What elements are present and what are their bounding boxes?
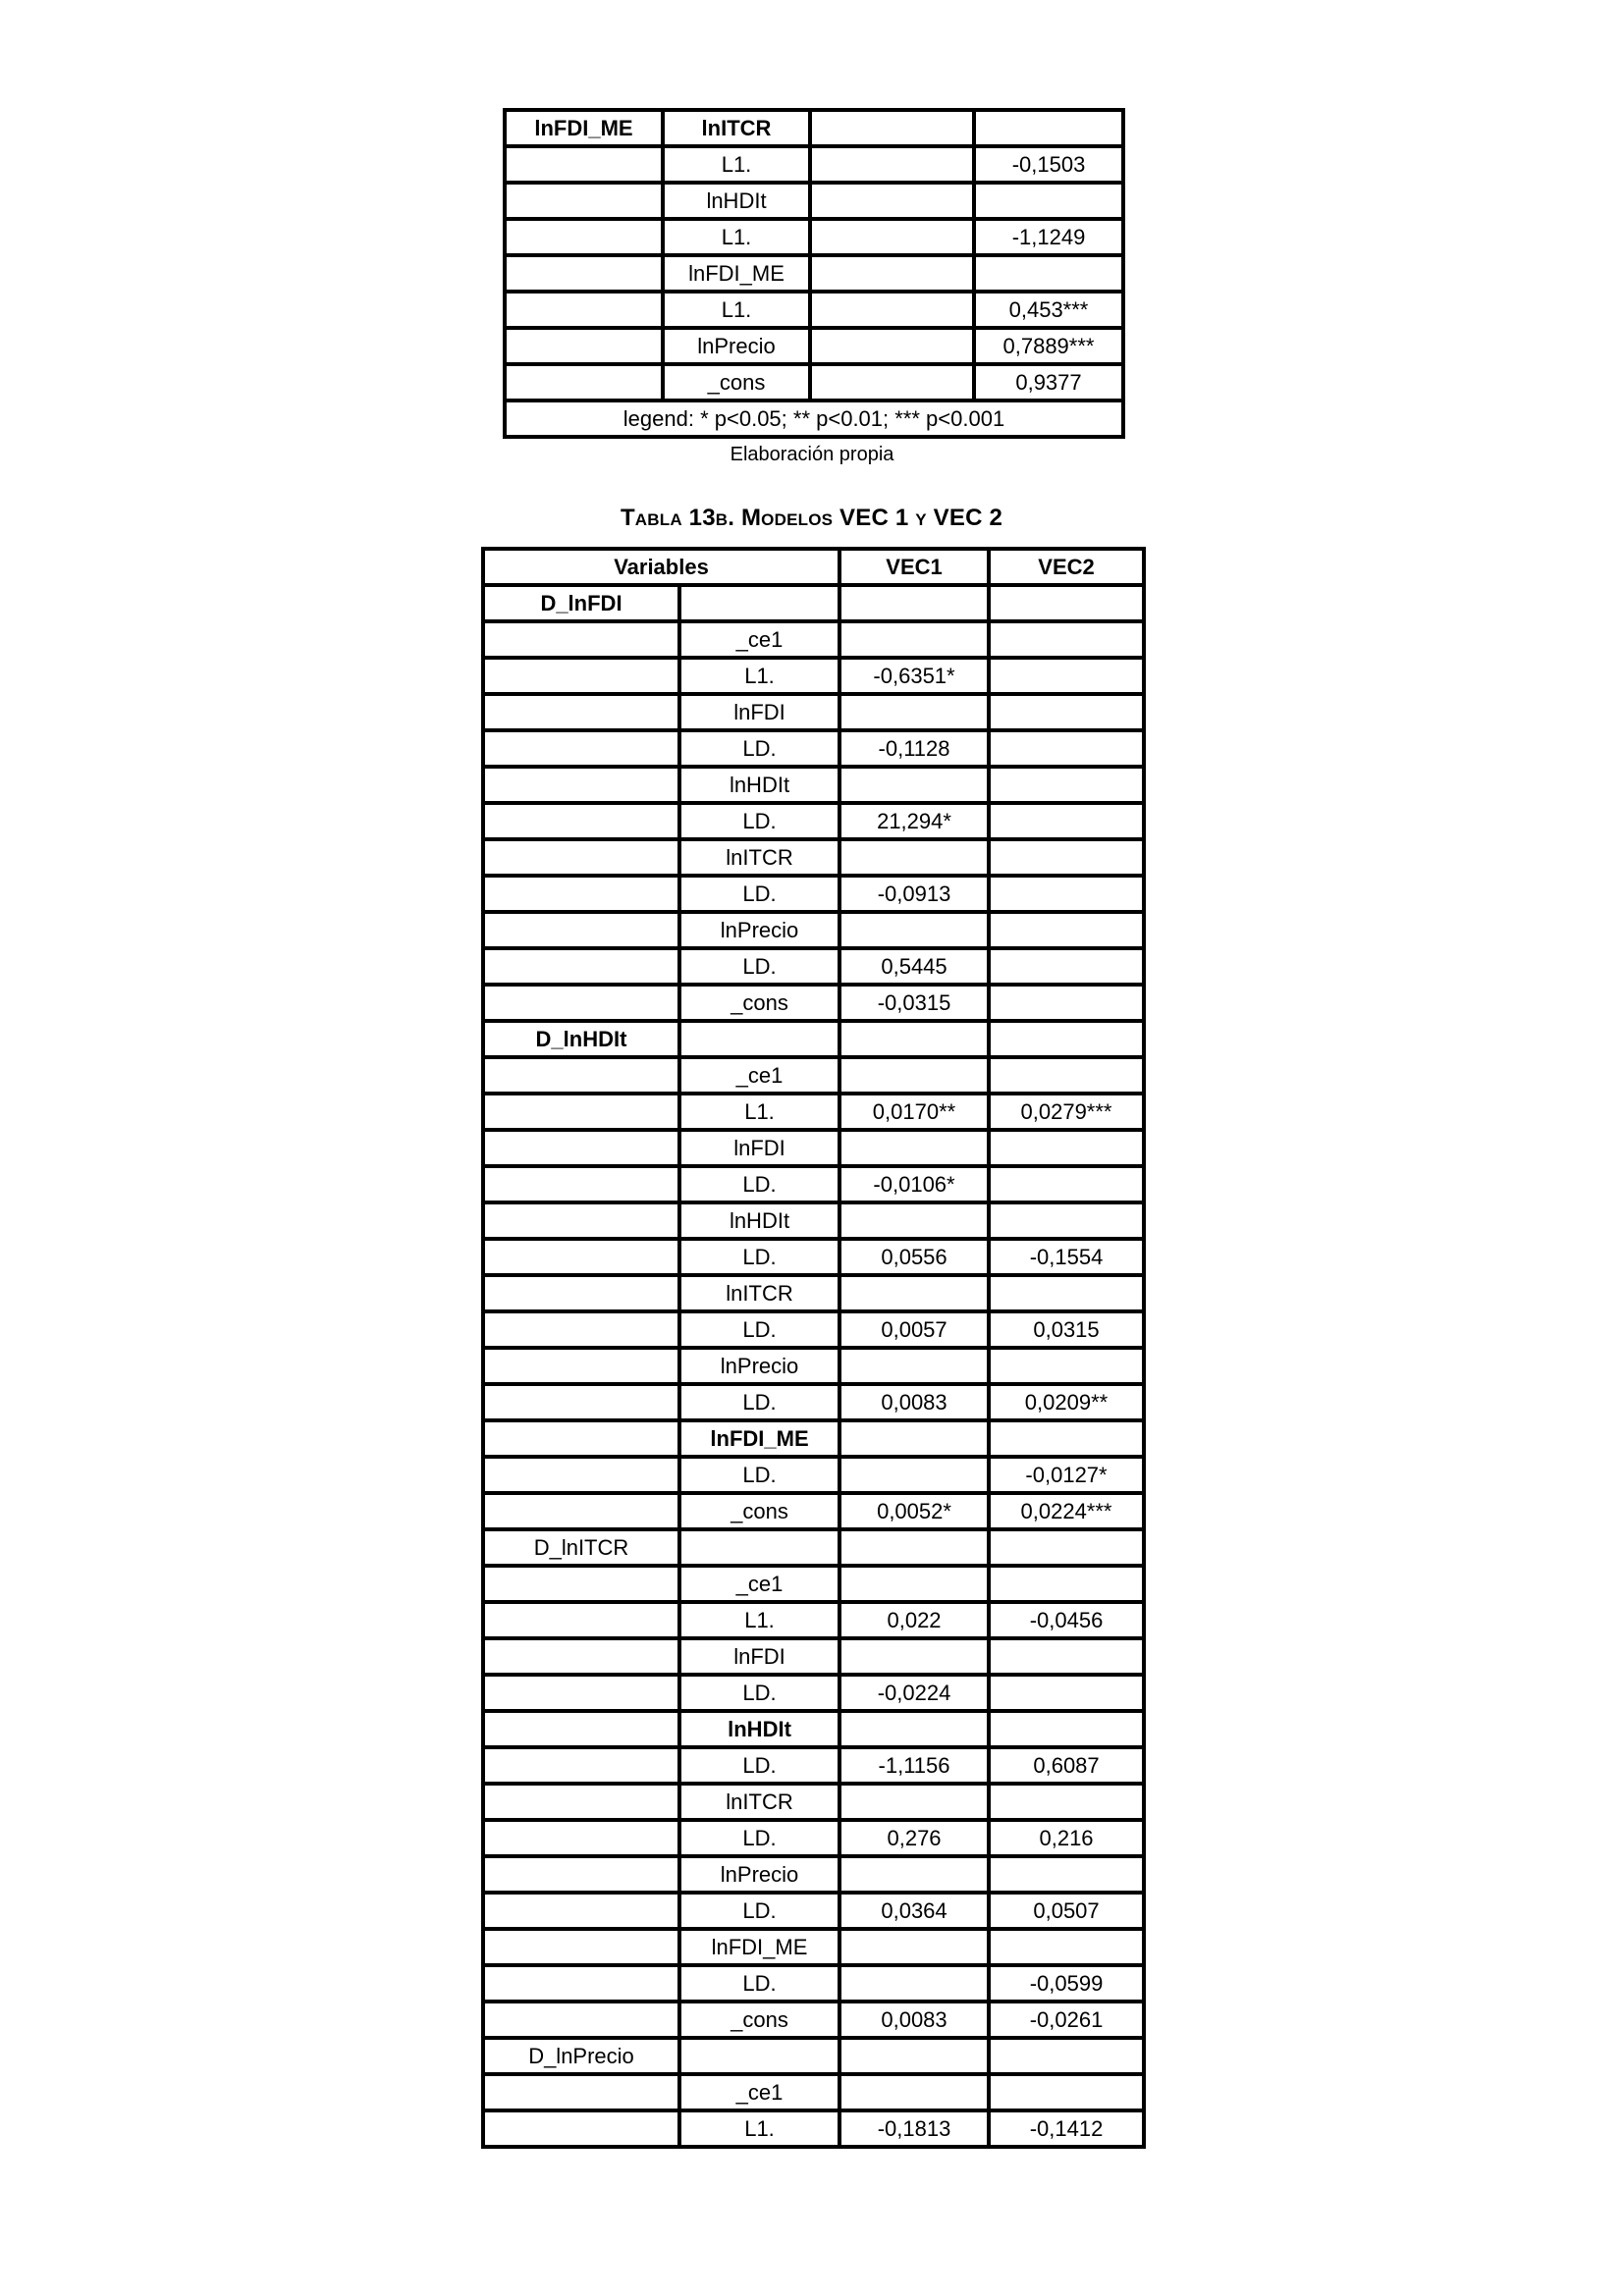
term-cell: lnITCR (679, 839, 839, 876)
equation-cell (483, 1493, 679, 1529)
coefficient-cell: 0,453*** (974, 292, 1123, 328)
equation-cell (483, 1275, 679, 1311)
table-row (483, 767, 1144, 803)
equation-cell (483, 730, 679, 767)
equation-cell (483, 1166, 679, 1202)
equation-cell (483, 876, 679, 912)
equation-cell (483, 1239, 679, 1275)
term-cell: LD. (679, 1965, 839, 2002)
table-row (483, 2038, 1144, 2074)
term-cell: L1. (663, 146, 810, 183)
vec2-coefficient-cell (989, 1057, 1144, 1094)
table-row (483, 948, 1144, 985)
table-row (483, 1638, 1144, 1675)
vec2-coefficient-cell (989, 1566, 1144, 1602)
equation-cell (483, 1311, 679, 1348)
spacer-cell (810, 146, 974, 183)
equation-cell (483, 985, 679, 1021)
equation-cell: D_lnPrecio (483, 2038, 679, 2074)
table-source-caption: Elaboración propia (730, 444, 894, 465)
term-cell (679, 585, 839, 621)
vec2-coefficient-cell (989, 1420, 1144, 1457)
equation-cell: D_lnITCR (483, 1529, 679, 1566)
vec2-coefficient-cell (989, 1929, 1144, 1965)
vec2-coefficient-cell: 0,0279*** (989, 1094, 1144, 1130)
table-row (483, 1457, 1144, 1493)
vec2-coefficient-cell (989, 912, 1144, 948)
vec1-coefficient-cell: -0,0315 (839, 985, 989, 1021)
vec1-coefficient-cell (839, 1856, 989, 1893)
vec1-coefficient-cell (839, 1566, 989, 1602)
term-cell: lnPrecio (679, 1856, 839, 1893)
vec1-coefficient-cell: 0,5445 (839, 948, 989, 985)
term-cell: LD. (679, 1384, 839, 1420)
equation-cell (483, 2110, 679, 2147)
table-row (483, 1529, 1144, 1566)
equation-cell: lnFDI_ME (505, 110, 663, 146)
vec1-coefficient-cell: 0,0170** (839, 1094, 989, 1130)
table-row (483, 803, 1144, 839)
vec1-coefficient-cell (839, 1130, 989, 1166)
vec2-coefficient-cell (989, 803, 1144, 839)
table-row (483, 1965, 1144, 2002)
header-vec1-cell: VEC1 (839, 549, 989, 585)
coefficient-cell: -0,1503 (974, 146, 1123, 183)
table-row (483, 1856, 1144, 1893)
equation-cell (483, 2002, 679, 2038)
vec2-coefficient-cell: -0,0127* (989, 1457, 1144, 1493)
vec2-coefficient-cell (989, 694, 1144, 730)
spacer-cell (810, 292, 974, 328)
vec2-coefficient-cell (989, 948, 1144, 985)
equation-cell (483, 1130, 679, 1166)
legend-cell: legend: * p<0.05; ** p<0.01; *** p<0.001 (505, 400, 1123, 437)
vec2-coefficient-cell: 0,216 (989, 1820, 1144, 1856)
equation-cell (483, 1784, 679, 1820)
table-row (483, 1711, 1144, 1747)
term-cell: LD. (679, 803, 839, 839)
vec1-coefficient-cell (839, 767, 989, 803)
equation-cell (483, 1929, 679, 1965)
vec1-coefficient-cell: -0,0224 (839, 1675, 989, 1711)
vec2-coefficient-cell (989, 1021, 1144, 1057)
table-row (483, 1239, 1144, 1275)
table-row (483, 658, 1144, 694)
term-cell: _ce1 (679, 621, 839, 658)
equation-cell (483, 1675, 679, 1711)
table-row (483, 1275, 1144, 1311)
table-row (483, 1057, 1144, 1094)
term-cell: lnHDIt (679, 767, 839, 803)
term-cell: _cons (679, 985, 839, 1021)
vec1-coefficient-cell (839, 1711, 989, 1747)
vec1-coefficient-cell (839, 585, 989, 621)
table-row (483, 1602, 1144, 1638)
vec1-coefficient-cell (839, 1529, 989, 1566)
vec2-coefficient-cell (989, 1638, 1144, 1675)
equation-cell (505, 364, 663, 400)
vec-models-table (481, 547, 1142, 2149)
table-row (483, 730, 1144, 767)
vec1-coefficient-cell: 0,276 (839, 1820, 989, 1856)
equation-cell (483, 1420, 679, 1457)
table-row (483, 1021, 1144, 1057)
term-cell: LD. (679, 948, 839, 985)
vec1-coefficient-cell: -0,0913 (839, 876, 989, 912)
table-row (483, 621, 1144, 658)
vec2-coefficient-cell (989, 1348, 1144, 1384)
vec1-coefficient-cell (839, 621, 989, 658)
table-row (483, 1311, 1144, 1348)
vec1-coefficient-cell: 0,0052* (839, 1493, 989, 1529)
term-cell: L1. (663, 219, 810, 255)
vec2-coefficient-cell (989, 658, 1144, 694)
table-row (505, 110, 1123, 146)
vec1-coefficient-cell (839, 1202, 989, 1239)
regression-table-top (503, 108, 1121, 439)
term-cell: _ce1 (679, 1057, 839, 1094)
vec2-coefficient-cell (989, 876, 1144, 912)
equation-cell (483, 694, 679, 730)
vec1-coefficient-cell: 0,0083 (839, 1384, 989, 1420)
term-cell: _ce1 (679, 2074, 839, 2110)
vec1-coefficient-cell (839, 2074, 989, 2110)
term-cell: LD. (679, 1311, 839, 1348)
term-cell: lnHDIt (679, 1202, 839, 1239)
vec2-coefficient-cell: -0,0261 (989, 2002, 1144, 2038)
vec2-coefficient-cell: 0,0507 (989, 1893, 1144, 1929)
term-cell: LD. (679, 1893, 839, 1929)
equation-cell (483, 1638, 679, 1675)
table-row (505, 328, 1123, 364)
equation-cell (483, 1711, 679, 1747)
term-cell: _cons (663, 364, 810, 400)
term-cell: LD. (679, 1675, 839, 1711)
term-cell: LD. (679, 1747, 839, 1784)
term-cell: lnITCR (663, 110, 810, 146)
table-row (483, 1420, 1144, 1457)
vec2-coefficient-cell (989, 1130, 1144, 1166)
spacer-cell (810, 110, 974, 146)
vec2-coefficient-cell: -0,1554 (989, 1239, 1144, 1275)
term-cell: L1. (679, 2110, 839, 2147)
vec1-coefficient-cell (839, 1784, 989, 1820)
table-row (505, 364, 1123, 400)
vec2-coefficient-cell: 0,0224*** (989, 1493, 1144, 1529)
equation-cell (483, 948, 679, 985)
vec1-coefficient-cell: -0,6351* (839, 658, 989, 694)
term-cell (679, 1529, 839, 1566)
term-cell: lnHDIt (679, 1711, 839, 1747)
spacer-cell (810, 328, 974, 364)
vec2-coefficient-cell (989, 985, 1144, 1021)
equation-cell (483, 621, 679, 658)
table-row (483, 1493, 1144, 1529)
table-row (505, 292, 1123, 328)
table-row (505, 255, 1123, 292)
equation-cell (483, 767, 679, 803)
term-cell: lnFDI_ME (679, 1420, 839, 1457)
coefficient-cell (974, 183, 1123, 219)
equation-cell (483, 839, 679, 876)
equation-cell (483, 912, 679, 948)
term-cell: lnFDI (679, 1638, 839, 1675)
term-cell: lnPrecio (679, 912, 839, 948)
table-row (505, 219, 1123, 255)
equation-cell (483, 2074, 679, 2110)
vec1-coefficient-cell (839, 1021, 989, 1057)
term-cell: lnITCR (679, 1275, 839, 1311)
term-cell: lnFDI (679, 694, 839, 730)
vec2-coefficient-cell: 0,0315 (989, 1311, 1144, 1348)
vec1-coefficient-cell: 0,0364 (839, 1893, 989, 1929)
vec1-coefficient-cell (839, 1638, 989, 1675)
equation-cell: D_lnFDI (483, 585, 679, 621)
equation-cell (483, 658, 679, 694)
equation-cell (483, 1893, 679, 1929)
table-row (483, 1893, 1144, 1929)
term-cell: LD. (679, 1166, 839, 1202)
table-row (483, 2074, 1144, 2110)
header-row (483, 549, 1144, 585)
term-cell: lnITCR (679, 1784, 839, 1820)
equation-cell (483, 1094, 679, 1130)
legend-row (505, 400, 1123, 437)
equation-cell (483, 1820, 679, 1856)
term-cell: LD. (679, 1457, 839, 1493)
term-cell (679, 1021, 839, 1057)
vec1-coefficient-cell (839, 1057, 989, 1094)
table-row (483, 1566, 1144, 1602)
vec1-coefficient-cell (839, 1420, 989, 1457)
term-cell: lnPrecio (679, 1348, 839, 1384)
vec2-coefficient-cell (989, 2038, 1144, 2074)
vec1-coefficient-cell: 0,0083 (839, 2002, 989, 2038)
vec1-coefficient-cell: -0,0106* (839, 1166, 989, 1202)
term-cell (679, 2038, 839, 2074)
equation-cell (483, 1602, 679, 1638)
coefficient-cell (974, 110, 1123, 146)
regression-table-top-grid (503, 108, 1125, 439)
equation-cell (483, 803, 679, 839)
spacer-cell (810, 364, 974, 400)
header-variables-cell: Variables (483, 549, 839, 585)
term-cell: _ce1 (679, 1566, 839, 1602)
equation-cell (505, 328, 663, 364)
table-row (483, 1384, 1144, 1420)
vec1-coefficient-cell (839, 1348, 989, 1384)
vec2-coefficient-cell: -0,0456 (989, 1602, 1144, 1638)
vec2-coefficient-cell (989, 1675, 1144, 1711)
table-row (483, 1348, 1144, 1384)
equation-cell (483, 1202, 679, 1239)
vec1-coefficient-cell (839, 694, 989, 730)
table-row (483, 985, 1144, 1021)
vec1-coefficient-cell (839, 2038, 989, 2074)
table-row (483, 1929, 1144, 1965)
table-row (483, 1094, 1144, 1130)
vec1-coefficient-cell: 21,294* (839, 803, 989, 839)
term-cell: L1. (679, 1602, 839, 1638)
table-row (483, 1784, 1144, 1820)
term-cell: lnHDIt (663, 183, 810, 219)
equation-cell (483, 1566, 679, 1602)
table-row (483, 912, 1144, 948)
vec1-coefficient-cell: -1,1156 (839, 1747, 989, 1784)
term-cell: LD. (679, 876, 839, 912)
table-row (483, 1820, 1144, 1856)
equation-cell (483, 1348, 679, 1384)
table-row (483, 876, 1144, 912)
equation-cell (483, 1856, 679, 1893)
vec1-coefficient-cell: -0,1813 (839, 2110, 989, 2147)
vec2-coefficient-cell (989, 1529, 1144, 1566)
term-cell: lnFDI (679, 1130, 839, 1166)
vec2-coefficient-cell (989, 1856, 1144, 1893)
table-row (483, 1166, 1144, 1202)
equation-cell (483, 1747, 679, 1784)
table-row (505, 183, 1123, 219)
vec2-coefficient-cell (989, 1275, 1144, 1311)
table-row (483, 1202, 1144, 1239)
vec2-coefficient-cell (989, 1711, 1144, 1747)
spacer-cell (810, 255, 974, 292)
vec2-coefficient-cell (989, 1202, 1144, 1239)
vec2-coefficient-cell (989, 585, 1144, 621)
vec2-coefficient-cell (989, 621, 1144, 658)
term-cell: lnFDI_ME (663, 255, 810, 292)
vec2-coefficient-cell: 0,6087 (989, 1747, 1144, 1784)
equation-cell (505, 219, 663, 255)
vec1-coefficient-cell (839, 912, 989, 948)
term-cell: lnFDI_ME (679, 1929, 839, 1965)
table-13b-title: Tabla 13b. Modelos VEC 1 y VEC 2 (620, 505, 1003, 531)
term-cell: LD. (679, 730, 839, 767)
term-cell: L1. (679, 658, 839, 694)
term-cell: _cons (679, 2002, 839, 2038)
coefficient-cell (974, 255, 1123, 292)
vec1-coefficient-cell (839, 1275, 989, 1311)
term-cell: _cons (679, 1493, 839, 1529)
header-vec2-cell: VEC2 (989, 549, 1144, 585)
term-cell: L1. (663, 292, 810, 328)
equation-cell (505, 146, 663, 183)
table-row (483, 2002, 1144, 2038)
table-row (483, 1747, 1144, 1784)
table-row (505, 146, 1123, 183)
vec1-coefficient-cell: -0,1128 (839, 730, 989, 767)
term-cell: lnPrecio (663, 328, 810, 364)
equation-cell (505, 183, 663, 219)
table-row (483, 2110, 1144, 2147)
vec1-coefficient-cell (839, 1965, 989, 2002)
equation-cell (505, 292, 663, 328)
vec2-coefficient-cell (989, 1166, 1144, 1202)
vec2-coefficient-cell: -0,1412 (989, 2110, 1144, 2147)
equation-cell (483, 1965, 679, 2002)
vec2-coefficient-cell (989, 839, 1144, 876)
vec2-coefficient-cell: 0,0209** (989, 1384, 1144, 1420)
equation-cell (505, 255, 663, 292)
coefficient-cell: 0,7889*** (974, 328, 1123, 364)
table-row (483, 1130, 1144, 1166)
vec1-coefficient-cell (839, 1929, 989, 1965)
vec2-coefficient-cell (989, 730, 1144, 767)
table-row (483, 585, 1144, 621)
vec-models-table-grid (481, 547, 1146, 2149)
vec2-coefficient-cell (989, 767, 1144, 803)
vec1-coefficient-cell: 0,022 (839, 1602, 989, 1638)
vec2-coefficient-cell: -0,0599 (989, 1965, 1144, 2002)
vec2-coefficient-cell (989, 1784, 1144, 1820)
spacer-cell (810, 183, 974, 219)
table-row (483, 694, 1144, 730)
equation-cell (483, 1457, 679, 1493)
spacer-cell (810, 219, 974, 255)
term-cell: LD. (679, 1820, 839, 1856)
vec2-coefficient-cell (989, 2074, 1144, 2110)
table-row (483, 1675, 1144, 1711)
equation-cell: D_lnHDIt (483, 1021, 679, 1057)
term-cell: L1. (679, 1094, 839, 1130)
term-cell: LD. (679, 1239, 839, 1275)
coefficient-cell: -1,1249 (974, 219, 1123, 255)
table-row (483, 839, 1144, 876)
vec1-coefficient-cell: 0,0556 (839, 1239, 989, 1275)
vec1-coefficient-cell (839, 839, 989, 876)
vec1-coefficient-cell (839, 1457, 989, 1493)
equation-cell (483, 1057, 679, 1094)
vec1-coefficient-cell: 0,0057 (839, 1311, 989, 1348)
coefficient-cell: 0,9377 (974, 364, 1123, 400)
equation-cell (483, 1384, 679, 1420)
